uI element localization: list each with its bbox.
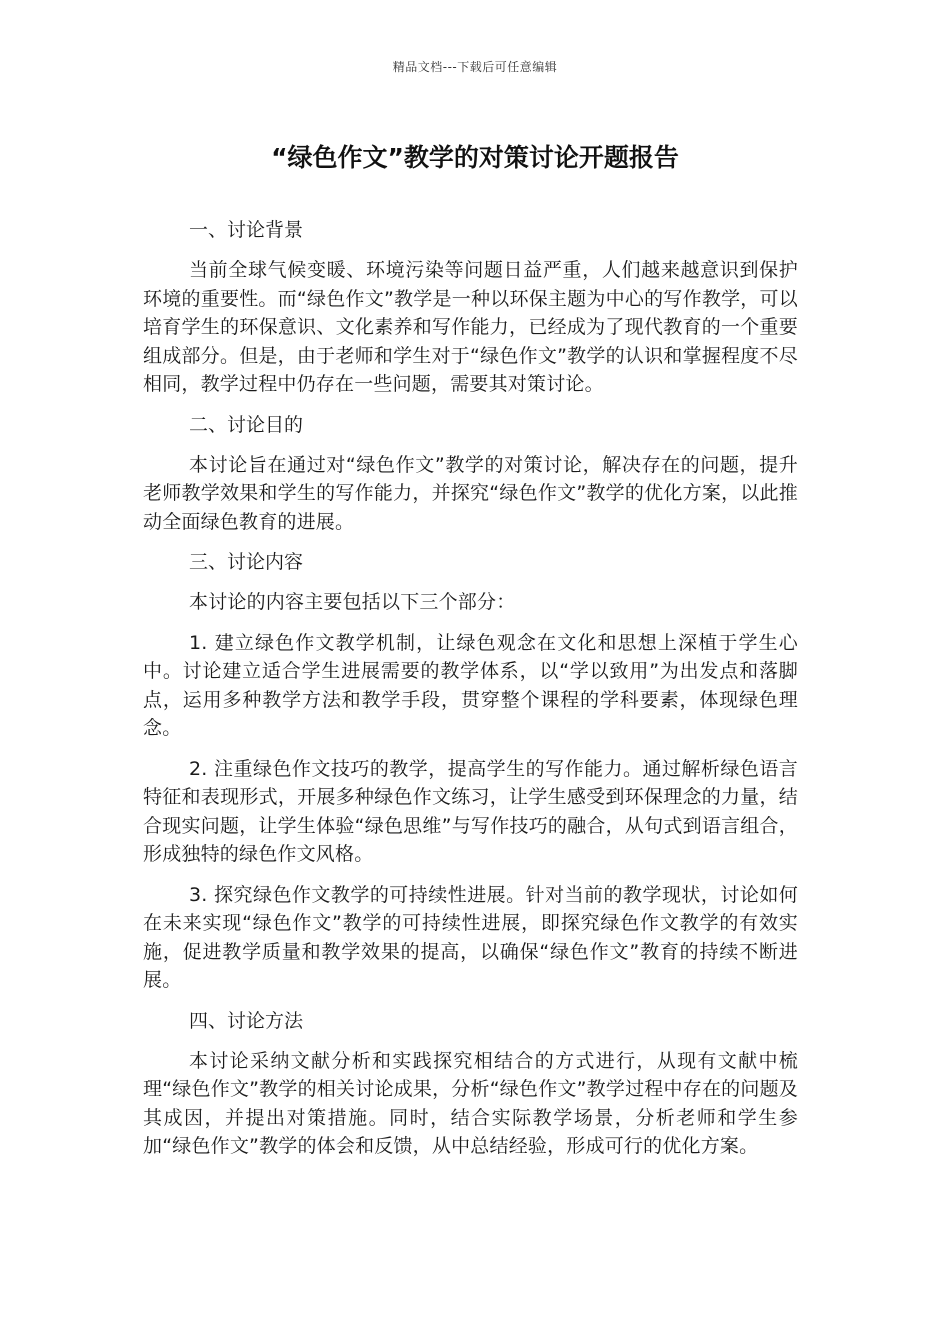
- section-paragraph: 本讨论的内容主要包括以下三个部分：: [189, 591, 516, 613]
- list-item-paragraph: 3. 探究绿色作文教学的可持续性进展。针对当前的教学现状，讨论如何在未来实现“绿色作文”教学的可持续性进展，即探究绿色作文教学的有效实施，促进教学质量和教学效果的提高，以确保“绿色作文”教育的持续不断进展。: [143, 883, 798, 991]
- section-paragraph: 当前全球气候变暖、环境污染等问题日益严重，人们越来越意识到保护环境的重要性。而“绿色作文”教学是一种以环保主题为中心的写作教学，可以培育学生的环保意识、文化素养和写作能力，已经成为了现代教育的一个重要组成部分。但是，由于老师和学生对于“绿色作文”教学的认识和掌握程度不尽相同，教学过程中仍存在一些问题，需要其对策讨论。: [143, 259, 798, 395]
- document-title: “绿色作文”教学的对策讨论开题报告: [271, 143, 679, 172]
- list-item-paragraph: 1. 建立绿色作文教学机制，让绿色观念在文化和思想上深植于学生心中。讨论建立适合学生进展需要的教学体系，以“学以致用”为出发点和落脚点，运用多种教学方法和教学手段，贯穿整个课程的学科要素，体现绿色理念。: [143, 631, 798, 739]
- section-heading-content: 三、讨论内容: [189, 551, 304, 573]
- section-heading-background: 一、讨论背景: [189, 219, 304, 241]
- section-heading-purpose: 二、讨论目的: [189, 413, 304, 436]
- header-note: 精品文档---下载后可任意编辑: [392, 60, 558, 74]
- section-paragraph: 本讨论采纳文献分析和实践探究相结合的方式进行，从现有文献中梳理“绿色作文”教学的相关讨论成果，分析“绿色作文”教学过程中存在的问题及其成因，并提出对策措施。同时，结合实际教学场景，分析老师和学生参加“绿色作文”教学的体会和反馈，从中总结经验，形成可行的优化方案。: [143, 1049, 798, 1157]
- list-item-paragraph: 2. 注重绿色作文技巧的教学，提高学生的写作能力。通过解析绿色语言特征和表现形式，开展多种绿色作文练习，让学生感受到环保理念的力量，结合现实问题，让学生体验“绿色思维”与写作技巧的融合，从句式到语言组合，形成独特的绿色作文风格。: [143, 757, 798, 865]
- section-heading-method: 四、讨论方法: [189, 1009, 304, 1032]
- section-paragraph: 本讨论旨在通过对“绿色作文”教学的对策讨论，解决存在的问题，提升老师教学效果和学生的写作能力，并探究“绿色作文”教学的优化方案，以此推动全面绿色教育的进展。: [143, 453, 798, 533]
- document-body: [143, 216, 798, 1173]
